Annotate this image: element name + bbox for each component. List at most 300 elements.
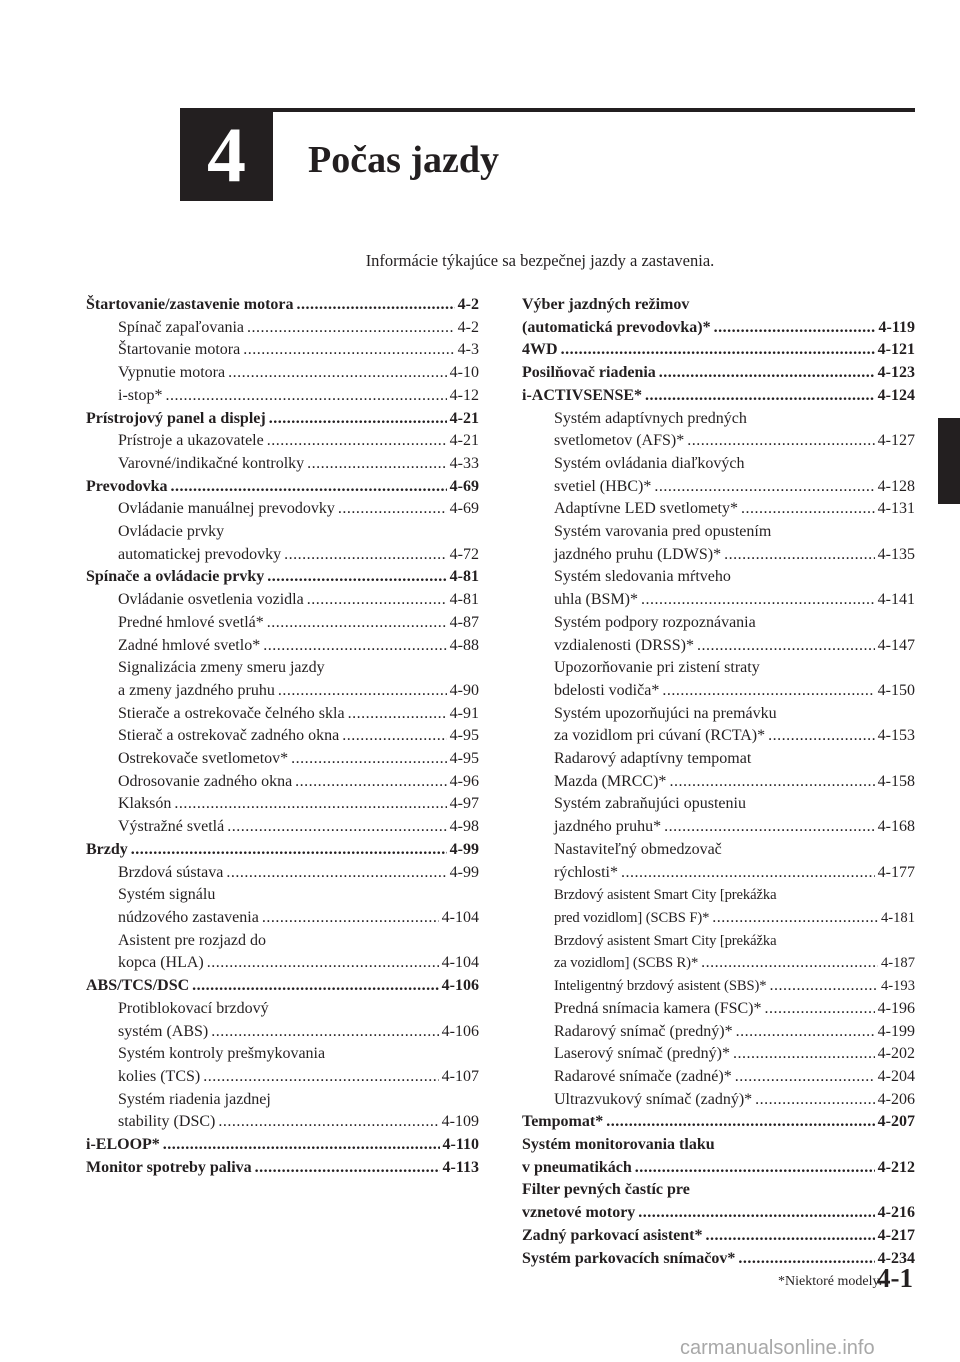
toc-entry-line bbox=[118, 1066, 479, 1089]
toc-entry[interactable] bbox=[522, 884, 915, 929]
toc-dot-leader bbox=[284, 544, 447, 567]
toc-dot-leader bbox=[170, 476, 446, 499]
toc-entry-line bbox=[554, 612, 915, 635]
toc-entry-title: kolies (TCS) bbox=[118, 1067, 201, 1085]
toc-entry-title: Prístrojový panel a displej bbox=[86, 409, 266, 427]
toc-entry-title: Adaptívne LED svetlomety* bbox=[554, 500, 738, 518]
toc-entry-line bbox=[522, 1225, 915, 1248]
toc-dot-leader bbox=[192, 975, 439, 998]
toc-dot-leader bbox=[697, 635, 875, 658]
toc-entry-line bbox=[554, 930, 915, 953]
toc-entry-line bbox=[86, 1134, 479, 1157]
toc-entry-line bbox=[554, 657, 915, 680]
toc-entry[interactable] bbox=[86, 339, 479, 362]
toc-dot-leader bbox=[705, 1225, 874, 1248]
toc-entry-line bbox=[118, 453, 479, 476]
toc-dot-leader bbox=[736, 1021, 875, 1044]
toc-page-ref: 4-2 bbox=[457, 318, 479, 336]
toc-entry-title: (automatická prevodovka)* bbox=[522, 318, 711, 336]
toc-page-ref: 4-96 bbox=[449, 772, 479, 790]
toc-entry-line bbox=[86, 839, 479, 862]
toc-page-ref: 4-99 bbox=[449, 863, 479, 881]
toc-entry[interactable] bbox=[86, 430, 479, 453]
toc-dot-leader bbox=[307, 589, 447, 612]
toc-page-ref: 4-107 bbox=[441, 1067, 479, 1085]
toc-entry-title: Systém ovládania diaľkových bbox=[554, 454, 745, 472]
toc-dot-leader bbox=[262, 907, 439, 930]
toc-entry-title: stability (DSC) bbox=[118, 1113, 216, 1131]
toc-entry[interactable] bbox=[522, 657, 915, 702]
toc-page-ref: 4-91 bbox=[449, 704, 479, 722]
toc-entry-line bbox=[522, 339, 915, 362]
toc-dot-leader bbox=[641, 589, 875, 612]
toc-entry[interactable] bbox=[86, 998, 479, 1043]
toc-entry-line bbox=[554, 680, 915, 703]
toc-entry[interactable] bbox=[86, 1043, 479, 1088]
toc-entry-title: systém (ABS) bbox=[118, 1022, 209, 1040]
toc-entry-title: jazdného pruhu* bbox=[554, 818, 662, 836]
toc-dot-leader bbox=[269, 408, 447, 431]
toc-entry-line bbox=[554, 839, 915, 862]
toc-entry-line bbox=[554, 566, 915, 589]
toc-entry-title: Systém adaptívnych predných bbox=[554, 409, 747, 427]
toc-entry-line bbox=[118, 521, 479, 544]
toc-entry[interactable] bbox=[86, 1089, 479, 1134]
toc-page-ref: 4-106 bbox=[441, 1022, 479, 1040]
toc-page-ref: 4-204 bbox=[877, 1067, 915, 1085]
toc-entry-line bbox=[86, 975, 479, 998]
toc-entry[interactable] bbox=[86, 725, 479, 748]
toc-entry-line bbox=[554, 1043, 915, 1066]
toc-entry-title: za vozidlom pri cúvaní (RCTA)* bbox=[554, 727, 766, 745]
toc-page-ref: 4-104 bbox=[441, 954, 479, 972]
toc-dot-leader bbox=[228, 362, 447, 385]
toc-entry-line bbox=[554, 1089, 915, 1112]
toc-entry[interactable] bbox=[522, 612, 915, 657]
toc-entry[interactable] bbox=[86, 635, 479, 658]
toc-entry[interactable] bbox=[522, 408, 915, 453]
toc-entry[interactable] bbox=[86, 816, 479, 839]
toc-entry-line bbox=[554, 771, 915, 794]
toc-entry[interactable] bbox=[522, 793, 915, 838]
toc-entry-title: Systém parkovacích snímačov* bbox=[522, 1249, 736, 1267]
toc-entry[interactable] bbox=[522, 339, 915, 362]
toc-entry-line bbox=[118, 612, 479, 635]
toc-entry-line bbox=[118, 544, 479, 567]
toc-entry-line bbox=[118, 339, 479, 362]
toc-entry-line bbox=[554, 952, 915, 975]
toc-page-ref: 4-168 bbox=[877, 818, 915, 836]
toc-page-ref: 4-193 bbox=[880, 978, 915, 995]
toc-page-ref: 4-135 bbox=[877, 545, 915, 563]
toc-entry-line bbox=[554, 793, 915, 816]
toc-dot-leader bbox=[267, 566, 446, 589]
toc-page-ref: 4-153 bbox=[877, 727, 915, 745]
toc-dot-leader bbox=[735, 1066, 875, 1089]
toc-dot-leader bbox=[267, 612, 447, 635]
toc-entry[interactable] bbox=[522, 294, 915, 339]
toc-entry[interactable] bbox=[522, 703, 915, 748]
toc-entry-title: jazdného pruhu (LDWS)* bbox=[554, 545, 722, 563]
toc-page-ref: 4-10 bbox=[449, 364, 479, 382]
toc-page-ref: 4-216 bbox=[877, 1204, 915, 1222]
toc-page-ref: 4-212 bbox=[877, 1158, 915, 1176]
toc-entry-line bbox=[118, 1021, 479, 1044]
toc-page-ref: 4-123 bbox=[877, 364, 915, 382]
toc-entry-line bbox=[554, 748, 915, 771]
toc-entry[interactable] bbox=[86, 385, 479, 408]
toc-entry-title: Asistent pre rozjazd do bbox=[118, 931, 266, 949]
toc-entry[interactable] bbox=[522, 521, 915, 566]
toc-page-ref: 4-81 bbox=[449, 568, 479, 586]
toc-entry-title: Upozorňovanie pri zistení straty bbox=[554, 659, 760, 677]
toc-entry-title: Systém podpory rozpoznávania bbox=[554, 613, 756, 631]
toc-entry[interactable] bbox=[86, 657, 479, 702]
toc-entry-title: Protiblokovací brzdový bbox=[118, 999, 269, 1017]
toc-entry-title: Odrosovanie zadného okna bbox=[118, 772, 293, 790]
toc-page-ref: 4-124 bbox=[877, 386, 915, 404]
toc-entry[interactable] bbox=[522, 1225, 915, 1248]
toc-entry-title: Nastaviteľný obmedzovač bbox=[554, 840, 722, 858]
toc-entry[interactable] bbox=[522, 362, 915, 385]
toc-entry-line bbox=[118, 952, 479, 975]
toc-page-ref: 4-150 bbox=[877, 681, 915, 699]
toc-page-ref: 4-99 bbox=[449, 840, 479, 858]
toc-entry-title: Systém zabraňujúci opusteniu bbox=[554, 795, 746, 813]
toc-entry[interactable] bbox=[522, 566, 915, 611]
toc-entry-title: vznetové motory bbox=[522, 1204, 636, 1222]
toc-page-ref: 4-95 bbox=[449, 750, 479, 768]
toc-dot-leader bbox=[174, 793, 446, 816]
toc-entry-line bbox=[118, 317, 479, 340]
toc-page-ref: 4-128 bbox=[877, 477, 915, 495]
toc-dot-leader bbox=[654, 476, 874, 499]
toc-entry[interactable] bbox=[86, 362, 479, 385]
toc-entry[interactable] bbox=[86, 771, 479, 794]
toc-dot-leader bbox=[621, 862, 875, 885]
chapter-number-box bbox=[180, 108, 273, 201]
toc-dot-leader bbox=[687, 430, 874, 453]
toc-page-ref: 4-21 bbox=[449, 409, 479, 427]
toc-dot-leader bbox=[291, 748, 447, 771]
toc-entry[interactable] bbox=[86, 884, 479, 929]
toc-entry-title: Zadné hmlové svetlo* bbox=[118, 636, 261, 654]
toc-entry[interactable] bbox=[86, 839, 479, 862]
toc-page-ref: 4-158 bbox=[877, 772, 915, 790]
toc-entry[interactable] bbox=[86, 453, 479, 476]
toc-page-ref: 4-217 bbox=[877, 1226, 915, 1244]
toc-entry-title: Výber jazdných režimov bbox=[522, 296, 690, 313]
toc-entry[interactable] bbox=[86, 408, 479, 431]
toc-entry-line bbox=[522, 294, 915, 317]
toc-entry[interactable] bbox=[522, 1111, 915, 1134]
toc-entry-line bbox=[118, 1089, 479, 1112]
toc-entry-title: Brzdy bbox=[86, 840, 128, 858]
toc-entry-title: Brzdový asistent Smart City [prekážka bbox=[554, 932, 777, 949]
toc-entry-line bbox=[554, 408, 915, 431]
toc-entry-title: Predná snímacia kamera (FSC)* bbox=[554, 999, 762, 1017]
toc-entry-title: Spínač zapaľovania bbox=[118, 318, 244, 336]
toc-entry-title: Mazda (MRCC)* bbox=[554, 772, 667, 790]
toc-entry[interactable] bbox=[86, 930, 479, 975]
toc-entry-title: i-stop* bbox=[118, 386, 163, 404]
toc-dot-leader bbox=[669, 771, 874, 794]
toc-dot-leader bbox=[645, 385, 875, 408]
toc-entry-title: Prístroje a ukazovatele bbox=[118, 432, 264, 450]
toc-entry-title: núdzového zastavenia bbox=[118, 908, 259, 926]
toc-entry-line bbox=[86, 408, 479, 431]
toc-entry-title: Posilňovač riadenia bbox=[522, 364, 656, 382]
toc-dot-leader bbox=[227, 816, 446, 839]
toc-page-ref: 4-181 bbox=[880, 909, 915, 926]
toc-page-ref: 4-2 bbox=[457, 296, 479, 313]
toc-entry-line bbox=[554, 544, 915, 567]
toc-dot-leader bbox=[741, 498, 875, 521]
toc-entry-title: Systém upozorňujúci na premávku bbox=[554, 704, 777, 722]
toc-entry-title: Štartovanie motora bbox=[118, 341, 241, 359]
toc-entry-title: Ovládacie prvky bbox=[118, 523, 225, 541]
toc-entry-line bbox=[554, 498, 915, 521]
toc-entry-title: vzdialenosti (DRSS)* bbox=[554, 636, 694, 654]
toc-dot-leader bbox=[765, 998, 875, 1021]
toc-entry-line bbox=[522, 1179, 915, 1202]
toc-entry-line bbox=[118, 725, 479, 748]
toc-entry[interactable] bbox=[522, 998, 915, 1021]
toc-dot-leader bbox=[295, 771, 447, 794]
toc-entry-line bbox=[554, 907, 915, 930]
toc-page-ref: 4-131 bbox=[877, 500, 915, 518]
toc-entry[interactable] bbox=[86, 521, 479, 566]
toc-dot-leader bbox=[163, 1134, 440, 1157]
footnote: *Niektoré modely. bbox=[778, 1274, 883, 1289]
toc-entry-title: Radarový snímač (predný)* bbox=[554, 1022, 733, 1040]
toc-dot-leader bbox=[768, 725, 875, 748]
toc-entry-title: rýchlosti* bbox=[554, 863, 618, 881]
toc-dot-leader bbox=[714, 317, 876, 340]
toc-entry-title: Systém sledovania mŕtveho bbox=[554, 568, 731, 586]
toc-dot-leader bbox=[664, 816, 875, 839]
toc-entry[interactable] bbox=[86, 294, 479, 317]
toc-entry-title: uhla (BSM)* bbox=[554, 591, 638, 609]
toc-entry-title: Signalizácia zmeny smeru jazdy bbox=[118, 659, 325, 677]
toc-entry-line bbox=[554, 725, 915, 748]
toc-entry-title: Varovné/indikačné kontrolky bbox=[118, 454, 305, 472]
toc-entry-line bbox=[118, 816, 479, 839]
toc-entry-line bbox=[522, 317, 915, 340]
toc-entry[interactable] bbox=[86, 317, 479, 340]
toc-dot-leader bbox=[662, 680, 874, 703]
toc-page-ref: 4-95 bbox=[449, 727, 479, 745]
toc-dot-leader bbox=[724, 544, 875, 567]
toc-entry-title: Výstražné svetlá bbox=[118, 818, 225, 836]
toc-page-ref: 4-12 bbox=[449, 386, 479, 404]
toc-entry-title: Ostrekovače svetlometov* bbox=[118, 750, 289, 768]
toc-entry[interactable] bbox=[522, 930, 915, 975]
toc-page-ref: 4-113 bbox=[442, 1158, 479, 1176]
toc-dot-leader bbox=[755, 1089, 875, 1112]
toc-page-ref: 4-33 bbox=[449, 454, 479, 472]
toc-entry-title: Systém varovania pred opustením bbox=[554, 523, 772, 541]
toc-entry-title: Tempomat* bbox=[522, 1113, 604, 1131]
toc-entry-title: v pneumatikách bbox=[522, 1158, 632, 1176]
toc-entry[interactable] bbox=[522, 1089, 915, 1112]
toc-entry-title: Štartovanie/zastavenie motora bbox=[86, 296, 294, 313]
toc-page-ref: 4-106 bbox=[441, 977, 479, 995]
toc-dot-leader bbox=[247, 317, 455, 340]
toc-page-ref: 4-127 bbox=[877, 432, 915, 450]
toc-dot-leader bbox=[635, 1157, 875, 1180]
chapter-subtitle: Informácie týkajúce sa bezpečnej jazdy a zastavenia. bbox=[365, 251, 715, 270]
toc-entry-title: Stierače a ostrekovače čelného skla bbox=[118, 704, 345, 722]
toc-entry-title: 4WD bbox=[522, 341, 558, 359]
toc-entry-line bbox=[118, 862, 479, 885]
toc-entry[interactable] bbox=[522, 748, 915, 793]
toc-entry-title: automatickej prevodovky bbox=[118, 545, 282, 563]
toc-entry-title: pred vozidlom] (SCBS F)* bbox=[554, 909, 710, 926]
toc-page-ref: 4-97 bbox=[449, 795, 479, 813]
toc-page-ref: 4-110 bbox=[442, 1136, 479, 1154]
toc-entry-title: Monitor spotreby paliva bbox=[86, 1158, 252, 1176]
toc-dot-leader bbox=[218, 1111, 438, 1134]
toc-entry-title: Stierač a ostrekovač zadného okna bbox=[118, 727, 340, 745]
toc-entry-title: Klaksón bbox=[118, 795, 172, 813]
toc-entry[interactable] bbox=[522, 1179, 915, 1224]
toc-entry[interactable] bbox=[86, 703, 479, 726]
toc-entry-title: Laserový snímač (predný)* bbox=[554, 1045, 730, 1063]
toc-entry-line bbox=[554, 1066, 915, 1089]
toc-entry-title: Systém signálu bbox=[118, 886, 216, 904]
toc-dot-leader bbox=[338, 498, 447, 521]
toc-entry-line bbox=[118, 498, 479, 521]
toc-dot-leader bbox=[712, 907, 878, 930]
watermark: carmanualsonline.info bbox=[680, 1337, 875, 1359]
toc-dot-leader bbox=[733, 1043, 875, 1066]
toc-entry-line bbox=[522, 362, 915, 385]
toc-dot-leader bbox=[659, 362, 875, 385]
toc-page-ref: 4-98 bbox=[449, 818, 479, 836]
toc-entry-title: Ultrazvukový snímač (zadný)* bbox=[554, 1090, 753, 1108]
toc-page-ref: 4-72 bbox=[449, 545, 479, 563]
toc-entry-title: Systém monitorovania tlaku bbox=[522, 1136, 715, 1154]
toc-entry[interactable] bbox=[86, 476, 479, 499]
toc-entry-line bbox=[118, 930, 479, 953]
toc-left-column bbox=[86, 294, 479, 1179]
toc-entry[interactable] bbox=[522, 1021, 915, 1044]
toc-entry-line bbox=[522, 1202, 915, 1225]
toc-entry-line bbox=[554, 703, 915, 726]
toc-entry[interactable] bbox=[86, 1157, 479, 1180]
toc-page-ref: 4-88 bbox=[449, 636, 479, 654]
toc-entry[interactable] bbox=[522, 453, 915, 498]
toc-entry[interactable] bbox=[522, 385, 915, 408]
toc-entry-line bbox=[118, 998, 479, 1021]
toc-entry-line bbox=[86, 1157, 479, 1180]
toc-entry[interactable] bbox=[522, 498, 915, 521]
toc-dot-leader bbox=[278, 680, 447, 703]
toc-page-ref: 4-234 bbox=[877, 1249, 915, 1267]
toc-dot-leader bbox=[297, 294, 455, 317]
toc-entry-line bbox=[118, 635, 479, 658]
toc-entry-line bbox=[118, 748, 479, 771]
toc-entry-line bbox=[118, 362, 479, 385]
toc-page-ref: 4-141 bbox=[877, 591, 915, 609]
toc-entry-title: i-ACTIVSENSE* bbox=[522, 386, 643, 404]
toc-entry-line bbox=[118, 884, 479, 907]
toc-entry[interactable] bbox=[86, 748, 479, 771]
toc-entry[interactable] bbox=[86, 589, 479, 612]
toc-entry[interactable] bbox=[522, 1134, 915, 1179]
toc-page-ref: 4-87 bbox=[449, 613, 479, 631]
toc-entry-line bbox=[554, 816, 915, 839]
toc-entry-title: Ovládanie osvetlenia vozidla bbox=[118, 591, 304, 609]
toc-entry-line bbox=[118, 657, 479, 680]
toc-entry[interactable] bbox=[522, 1248, 915, 1271]
toc-entry-title: Systém riadenia jazdnej bbox=[118, 1090, 271, 1108]
toc-dot-leader bbox=[342, 725, 446, 748]
toc-entry[interactable] bbox=[86, 612, 479, 635]
toc-entry-line bbox=[554, 521, 915, 544]
toc-entry[interactable] bbox=[86, 566, 479, 589]
chapter-number: 4 bbox=[207, 111, 246, 198]
toc-dot-leader bbox=[638, 1202, 874, 1225]
toc-entry[interactable] bbox=[86, 498, 479, 521]
toc-entry[interactable] bbox=[86, 862, 479, 885]
toc-entry-line bbox=[118, 1111, 479, 1134]
toc-entry-title: svetlometov (AFS)* bbox=[554, 432, 685, 450]
toc-page-ref: 4-147 bbox=[877, 636, 915, 654]
toc-dot-leader bbox=[561, 339, 875, 362]
toc-dot-leader bbox=[243, 339, 454, 362]
toc-page-ref: 4-206 bbox=[877, 1090, 915, 1108]
toc-entry-line bbox=[118, 703, 479, 726]
toc-entry[interactable] bbox=[522, 1043, 915, 1066]
toc-entry[interactable] bbox=[522, 839, 915, 884]
toc-entry-line bbox=[554, 635, 915, 658]
toc-page-ref: 4-3 bbox=[457, 341, 479, 359]
toc-entry-title: Filter pevných častíc pre bbox=[522, 1181, 690, 1199]
toc-entry[interactable] bbox=[86, 975, 479, 998]
toc-dot-leader bbox=[307, 453, 447, 476]
toc-entry-title: ABS/TCS/DSC bbox=[86, 977, 190, 995]
toc-page-ref: 4-119 bbox=[878, 318, 915, 336]
toc-entry[interactable] bbox=[522, 975, 915, 998]
toc-page-ref: 4-121 bbox=[877, 341, 915, 359]
toc-right-column bbox=[522, 294, 915, 1270]
toc-entry-title: bdelosti vodiča* bbox=[554, 681, 660, 699]
toc-entry-title: Predné hmlové svetlá* bbox=[118, 613, 264, 631]
toc-dot-leader bbox=[263, 635, 446, 658]
toc-entry-line bbox=[554, 476, 915, 499]
toc-entry-line bbox=[522, 385, 915, 408]
toc-page-ref: 4-187 bbox=[880, 955, 915, 972]
toc-dot-leader bbox=[211, 1021, 438, 1044]
toc-entry-line bbox=[86, 476, 479, 499]
toc-entry-line bbox=[554, 884, 915, 907]
toc-entry[interactable] bbox=[522, 1066, 915, 1089]
toc-entry[interactable] bbox=[86, 793, 479, 816]
toc-entry-line bbox=[86, 566, 479, 589]
chapter-side-tab bbox=[938, 418, 960, 504]
toc-entry[interactable] bbox=[86, 1134, 479, 1157]
toc-entry-title: Spínače a ovládacie prvky bbox=[86, 568, 265, 586]
toc-entry-title: za vozidlom] (SCBS R)* bbox=[554, 955, 699, 972]
toc-dot-leader bbox=[226, 862, 446, 885]
toc-entry-line bbox=[118, 385, 479, 408]
toc-entry-title: Prevodovka bbox=[86, 477, 168, 495]
toc-entry-line bbox=[554, 1021, 915, 1044]
toc-entry-title: Brzdový asistent Smart City [prekážka bbox=[554, 887, 777, 904]
toc-page-ref: 4-69 bbox=[449, 477, 479, 495]
